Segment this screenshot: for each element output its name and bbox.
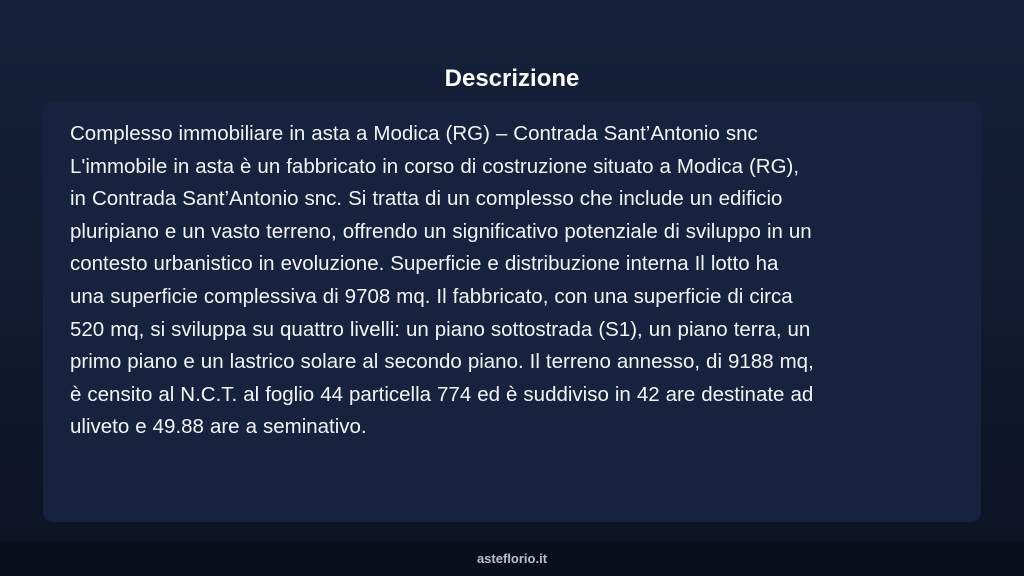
description-card [43,101,981,522]
description-line: uliveto e 49.88 are a seminativo. [70,415,367,439]
description-line: è censito al N.C.T. al foglio 44 particella 774 ed è suddiviso in 42 are destinate ad [70,382,814,406]
description-text [70,118,955,444]
description-line: Complesso immobiliare in asta a Modica (RG) – Contrada Sant’Antonio snc [70,122,758,145]
description-line: pluripiano e un vasto terreno, offrendo un significativo potenziale di sviluppo in un [70,219,812,243]
description-line: contesto urbanistico in evoluzione. Superficie e distribuzione interna Il lotto ha [70,252,779,276]
description-line: primo piano e un lastrico solare al secondo piano. Il terreno annesso, di 9188 mq, [70,350,814,374]
description-line: una superficie complessiva di 9708 mq. Il fabbricato, con una superficie di circa [70,284,793,308]
description-line: in Contrada Sant’Antonio snc. Si tratta di un complesso che include un edificio [70,187,783,211]
footer-brand: asteflorio.it [476,551,548,566]
description-line: 520 mq, si sviluppa su quattro livelli: un piano sottostrada (S1), un piano terra, un [70,317,811,341]
page-title: Descrizione [444,65,580,93]
description-line: L'immobile in asta è un fabbricato in corso di costruzione situato a Modica (RG), [70,154,800,178]
